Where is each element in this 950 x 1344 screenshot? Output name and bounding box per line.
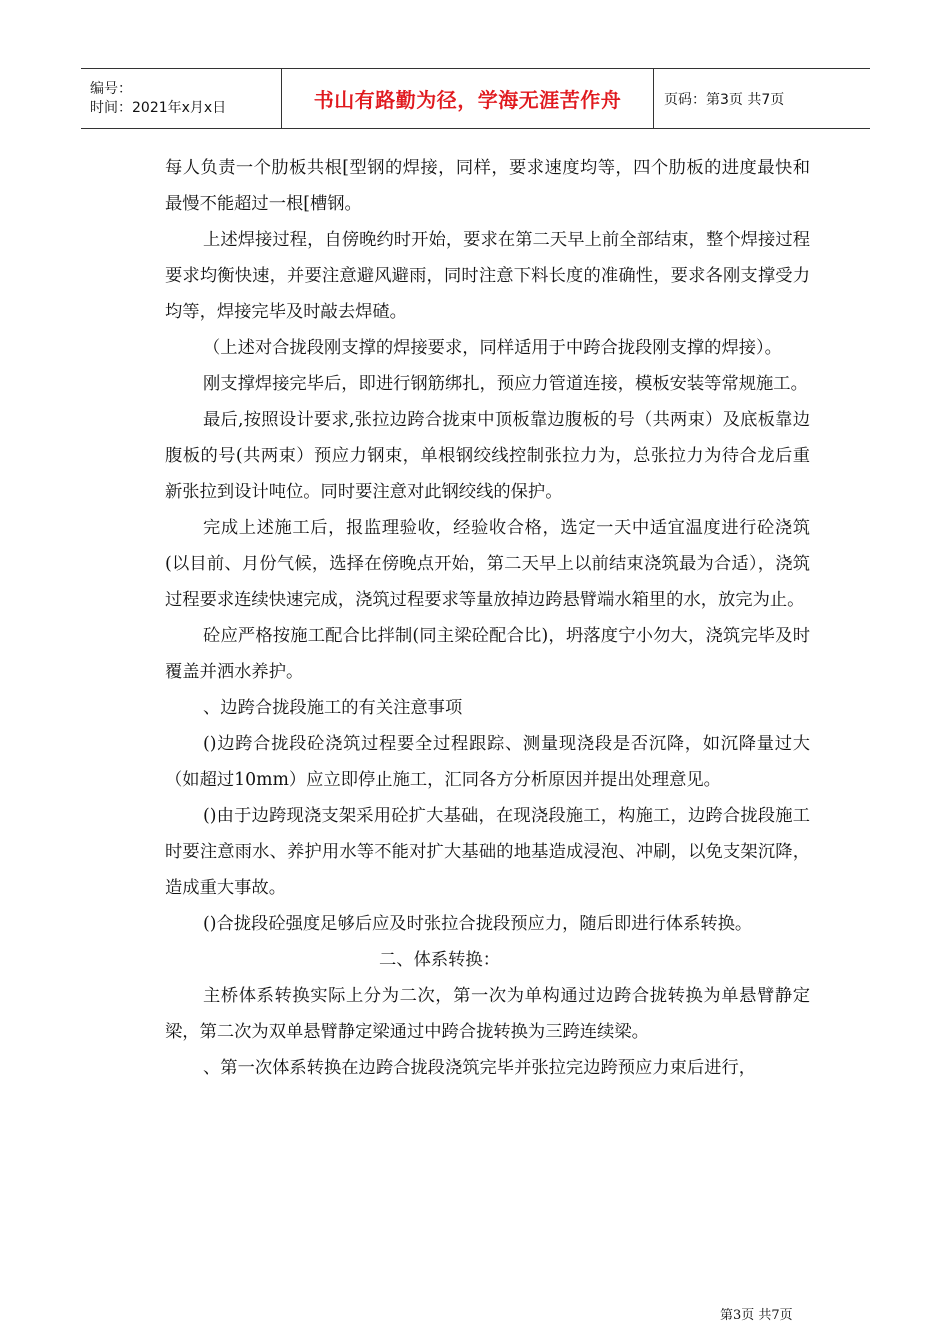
document-date: 时间：2021年x月x日 bbox=[90, 99, 227, 116]
page-footer: 第3页 共7页 bbox=[720, 1308, 793, 1323]
paragraph-4: 刚支撑焊接完毕后，即进行钢筋绑扎，预应力管道连接，模板安装等常规施工。 bbox=[203, 374, 808, 394]
paragraph-1: 每人负责一个肋板共根[型钢的焊接，同样，要求速度均等，四个肋板的进度最快和最慢不能超过一根[槽钢。 bbox=[165, 158, 810, 214]
note-item-1: ()边跨合拢段砼浇筑过程要全过程跟踪、测量现浇段是否沉降，如沉降量过大（如超过10mm）应立即停止施工，汇同各方分析原因并提出处理意见。 bbox=[165, 734, 810, 790]
paragraph-7: 砼应严格按施工配合比拌制(同主梁砼配合比)，坍落度宁小勿大，浇筑完毕及时覆盖并洒水养护。 bbox=[165, 626, 810, 682]
note-item-2: ()由于边跨现浇支架采用砼扩大基础，在现浇段施工，构施工，边跨合拢段施工时要注意雨水、养护用水等不能对扩大基础的地基造成浸泡、冲刷，以免支架沉降，造成重大事故。 bbox=[165, 806, 810, 898]
header-meta bbox=[81, 69, 282, 128]
header-motto: 书山有路勤为径，学海无涯苦作舟 bbox=[282, 69, 654, 128]
paragraph-3: （上述对合拢段刚支撑的焊接要求，同样适用于中跨合拢段刚支撑的焊接）。 bbox=[203, 338, 782, 358]
header-page-info: 页码：第3页 共7页 bbox=[664, 91, 785, 108]
note-item-3: ()合拢段砼强度足够后应及时张拉合拢段预应力，随后即进行体系转换。 bbox=[203, 914, 753, 934]
paragraph-2: 上述焊接过程，自傍晚约时开始，要求在第二天早上前全部结束，整个焊接过程要求均衡快速，并要注意避风避雨，同时注意下料长度的准确性，要求各刚支撑受力均等，焊接完毕及时敲去焊碴。 bbox=[165, 230, 810, 322]
page-header bbox=[81, 68, 870, 129]
paragraph-system-conversion: 主桥体系转换实际上分为二次，第一次为单构通过边跨合拢转换为单悬臂静定梁，第二次为双单悬臂静定梁通过中跨合拢转换为三跨连续梁。 bbox=[165, 986, 810, 1042]
paragraph-first-conversion: 、第一次体系转换在边跨合拢段浇筑完毕并张拉完边跨预应力束后进行， bbox=[203, 1058, 757, 1078]
paragraph-5: 最后,按照设计要求,张拉边跨合拢束中顶板靠边腹板的号（共两束）及底板靠边腹板的号(共两束）预应力钢束，单根钢绞线控制张拉力为，总张拉力为待合龙后重新张拉到设计吨位。同时要注意对此钢绞线的保护。 bbox=[165, 410, 810, 502]
document-number-label: 编号： bbox=[90, 80, 132, 97]
paragraph-6: 完成上述施工后，报监理验收，经验收合格，选定一天中适宜温度进行砼浇筑(以目前、月份气候，选择在傍晚点开始，第二天早上以前结束浇筑最为合适），浇筑过程要求连续快速完成，浇筑过程要求等量放掉边跨悬臂端水箱里的水，放完为止。 bbox=[165, 518, 810, 610]
section-heading-notes: 、边跨合拢段施工的有关注意事项 bbox=[203, 698, 463, 718]
document-body bbox=[165, 150, 810, 1086]
section-heading-system-conversion: 二、体系转换： bbox=[379, 950, 500, 970]
